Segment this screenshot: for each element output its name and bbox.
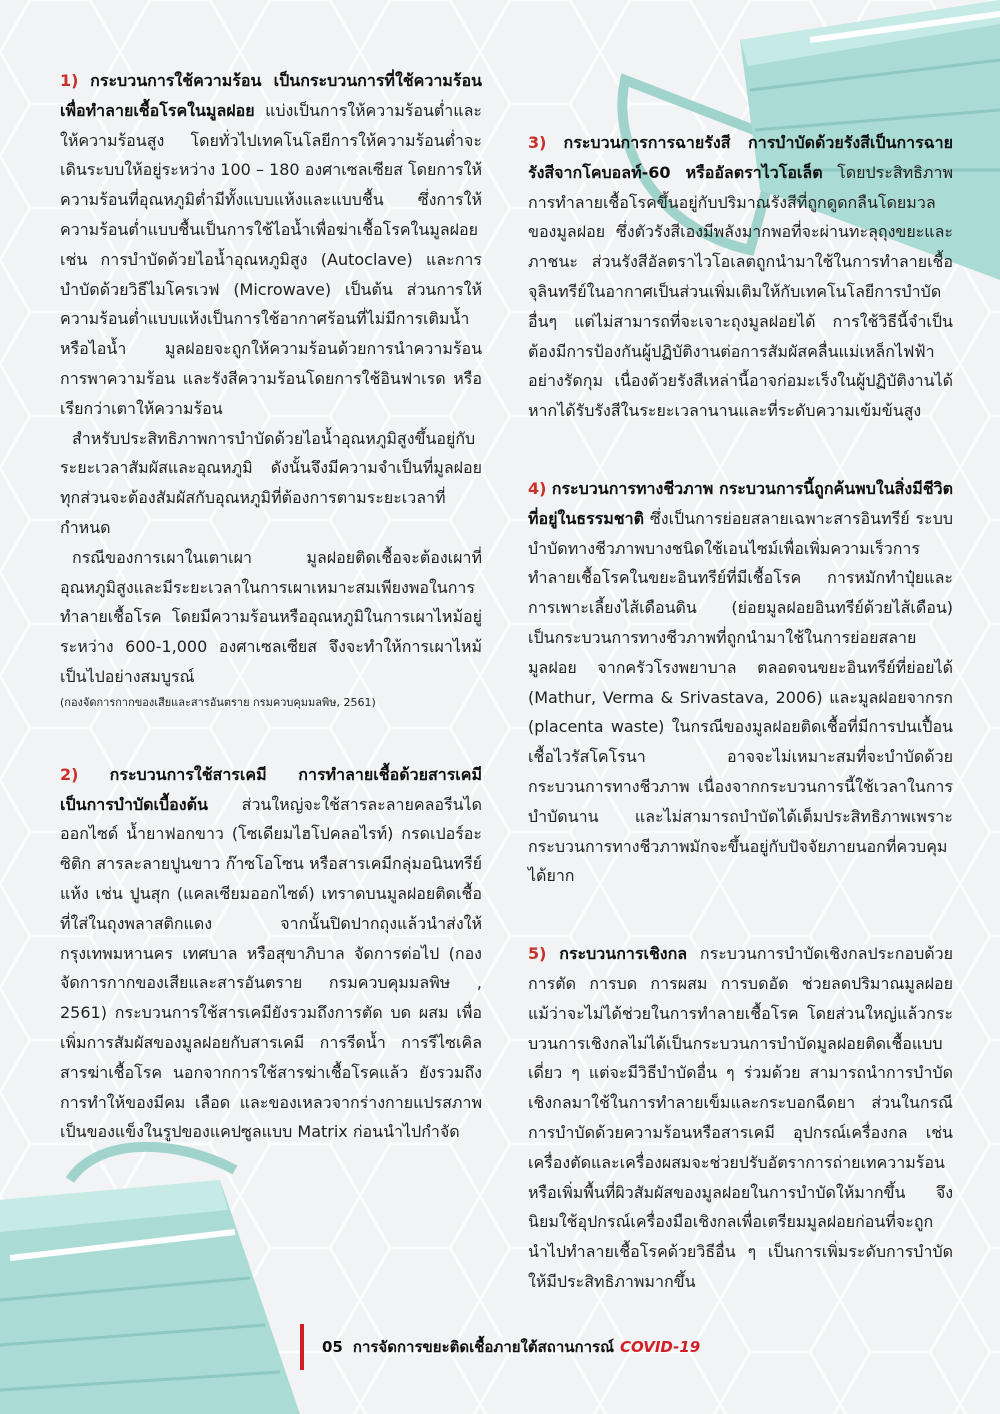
footer-title: การจัดการขยะติดเชื้อภายใต้สถานการณ์ xyxy=(352,1338,614,1356)
page-number: 05 xyxy=(322,1338,343,1356)
section-heading: กระบวนการการฉายรังสี การบำบัดด้วยรังสีเป็นการฉายรังสีจากโคบอลท์-60 หรืออัลตราไวโอเล็ต xyxy=(528,133,953,182)
page-footer xyxy=(300,1327,700,1367)
section-heading: กระบวนการเชิงกล xyxy=(559,944,688,964)
section-number: 2) xyxy=(60,764,79,784)
paragraph: สำหรับประสิทธิภาพการบำบัดด้วยไอน้ำอุณหภูมิสูงขึ้นอยู่กับระยะเวลาสัมผัสและอุณหภูมิ ดังนั้นจึงมีความจำเป็นที่มูลฝอยทุกส่วนจะต้องสัมผัสกับอุณหภูมิที่ต้องการตามระยะเวลาที่กำหนด xyxy=(60,428,482,537)
section-number: 1) xyxy=(60,71,79,90)
section-heading: กระบวนการทางชีวภาพ กระบวนการนี้ถูกค้นพบในสิ่งมีชีวิตที่อยู่ในธรรมชาติ xyxy=(528,478,953,528)
surgical-mask-bottom-left-icon xyxy=(0,1140,330,1414)
paragraph: กรณีของการเผาในเตาเผา มูลฝอยติดเชื้อจะต้องเผาที่อุณหภูมิสูงและมีระยะเวลาในการเผาเหมาะสมเพียงพอในการทำลายเชื้อโรค โดยมีความร้อนหรืออุณหภูมิในการเผาไหม้อยู่ระหว่าง 600-1,000 องศาเซลเซียส จึงจะทำให้การเผาไหม้เป็นไปอย่างสมบูรณ์ xyxy=(60,547,482,686)
section-body: กระบวนการบำบัดเชิงกลประกอบด้วย การตัด การบด การผสม การบดอัด ช่วยลดปริมาณมูลฝอย แม้ว่าจะไม่ได้ช่วยในการทำลายเชื้อโรค โดยส่วนใหญ่แล้วกระบวนการเชิงกลไม่ได้เป็นกระบวนการบำบัดมูลฝอยติดเชื้อแบบเดี่ยว ๆ แต่จะมีวิธีบำบัดอื่น ๆ ร่วมด้วย สามารถนำการบำบัดเชิงกลมาใช้ในการทำลายเข็มและกระบอกฉีดยา ส่วนในกรณีการบำบัดด้วยความร้อนหรือสารเคมี อุปกรณ์เครื่องกล เช่น เครื่องตัดและเครื่องผสมจะช่วยปรับอัตราการถ่ายเทความร้อนหรือเพิ่มพื้นที่ผิวสัมผัสของมูลฝอยในการบำบัดให้มากขึ้น จึงนิยมใช้อุปกรณ์เครื่องมือเชิงกลเพื่อเตรียมมูลฝอยก่อนที่จะถูกนำไปทำลายเชื้อโรคด้วยวิธีอื่น ๆ เป็นการเพิ่มระดับการบำบัดให้มีประสิทธิภาพมากขึ้น xyxy=(528,944,953,1291)
section-body: ส่วนใหญ่จะใช้สารละลายคลอรีนไดออกไซด์ น้ำยาฟอกขาว (โซเดียมไฮโปคลอไรท์) กรดเปอร์อะซิติก สารละลายปูนขาว ก๊าซโอโซน หรือสารเคมีกลุ่มอนินทรีย์แห้ง เช่น ปูนสุก (แคลเซียมออกไซด์) เทราดบนมูลฝอยติดเชื้อที่ใส่ในถุงพลาสติกแดง จากนั้นปิดปากถุงแล้วนำส่งให้กรุงเทพมหานคร เทศบาล หรือสุขาภิบาล จัดการต่อไป (กองจัดการกากของเสียและสารอันตราย กรมควบคุมมลพิษ , 2561) กระบวนการใช้สารเคมียังรวมถึงการตัด บด ผสม เพื่อเพิ่มการสัมผัสของมูลฝอยกับสารเคมี การรีดน้ำ การรีไซเคิลสารฆ่าเชื้อโรค นอกจากการใช้สารฆ่าเชื้อโรคแล้ว ยังรวมถึงการทำให้ของมีคม เลือด และของเหลวจากร่างกายแปรสภาพเป็นของแข็งในรูปของแคปซูลแบบ Matrix ก่อนนำไปกำจัด xyxy=(60,794,482,1142)
section-number: 4) xyxy=(528,478,547,498)
section-heat-process xyxy=(60,66,482,714)
section-number: 3) xyxy=(528,133,547,152)
section-body: โดยประสิทธิภาพการทำลายเชื้อโรคขึ้นอยู่กับปริมาณรังสีที่ถูกดูดกลืนโดยมวลของมูลฝอย ซึ่งตัวรังสีเองมีพลังมากพอที่จะผ่านทะลุถุงขยะและภาชนะ ส่วนรังสีอัลตราไวโอเลตถูกนำมาใช้ในการทำลายเชื้อจุลินทรีย์ในอากาศเป็นส่วนเพิ่มเติมให้กับเทคโนโลยีการบำบัดอื่นๆ แต่ไม่สามารถที่จะเจาะถุงมูลฝอยได้ การใช้วิธีนี้จำเป็นต้องมีการป้องกันผู้ปฏิบัติงานต่อการสัมผัสคลื่นแม่เหล็กไฟฟ้าอย่างรัดกุม เนื่องด้วยรังสีเหล่านี้อาจก่อมะเร็งในผู้ปฏิบัติงานได้หากได้รับรังสีในระยะเวลานานและที่ระดับความเข้มข้นสูง xyxy=(528,162,953,421)
section-biological-process xyxy=(528,474,953,891)
footer-covid-label: COVID-19 xyxy=(619,1338,701,1356)
section-chemical-process xyxy=(60,760,482,1147)
section-body: ซึ่งเป็นการย่อยสลายเฉพาะสารอินทรีย์ ระบบบำบัดทางชีวภาพบางชนิดใช้เอนไซม์เพื่อเพิ่มความเร็วการทำลายเชื้อโรคในขยะอินทรีย์ที่มีเชื้อโรค การหมักทำปุ๋ยและการเพาะเลี้ยงไส้เดือนดิน (ย่อยมูลฝอยอินทรีย์ด้วยไส้เดือน) เป็นกระบวนการทางชีวภาพที่ถูกนำมาใช้ในการย่อยสลายมูลฝอย จากครัวโรงพยาบาล ตลอดจนขยะอินทรีย์ที่ย่อยได้ (Mathur, Verma & Srivastava, 2006) และมูลฝอยจากรก (placenta waste) ในกรณีของมูลฝอยติดเชื้อที่มีการปนเปื้อนเชื้อไวรัสโคโรนา อาจจะไม่เหมาะสมที่จะบำบัดด้วยกระบวนการทางชีวภาพ เนื่องจากกระบวนการนี้ใช้เวลาในการบำบัดนาน และไม่สามารถบำบัดได้เต็มประสิทธิภาพเพราะกระบวนการทางชีวภาพมักจะขึ้นอยู่กับปัจจัยภายนอกที่ควบคุมได้ยาก xyxy=(528,508,953,886)
footer-accent-bar xyxy=(300,1324,304,1370)
section-heading: กระบวนการใช้สารเคมี การทำลายเชื้อด้วยสารเคมีเป็นการบำบัดเบื้องต้น xyxy=(60,764,482,814)
section-mechanical-process xyxy=(528,939,953,1297)
section-number: 5) xyxy=(528,944,547,964)
section-heading: กระบวนการใช้ความร้อน เป็นกระบวนการที่ใช้ความร้อน เพื่อทำลายเชื้อโรคในมูลฝอย xyxy=(60,71,482,120)
left-column xyxy=(60,66,482,1147)
section-radiation-process xyxy=(528,128,953,426)
section-body: แบ่งเป็นการให้ความร้อนต่ำและให้ความร้อนสูง โดยทั่วไปเทคโนโลยีการให้ความร้อนต่ำจะเดินระบบให้อยู่ระหว่าง 100 – 180 องศาเซลเซียส โดยการให้ความร้อนที่อุณหภูมิต่ำมีทั้งแบบแห้งและแบบชื้น ซึ่งการให้ความร้อนต่ำแบบชื้นเป็นการใช้ไอน้ำเพื่อฆ่าเชื้อโรคในมูลฝอย เช่น การบำบัดด้วยไอน้ำอุณหภูมิสูง (Autoclave) และการบำบัดด้วยวิธีไมโครเวฟ (Microwave) เป็นต้น ส่วนการให้ความร้อนต่ำแบบแห้งเป็นการใช้อากาศร้อนที่ไม่มีการเติมน้ำหรือไอน้ำ มูลฝอยจะถูกให้ความร้อนด้วยการนำความร้อน การพาความร้อน และรังสีความร้อนโดยการใช้อินฟาเรด หรือเรียกว่าเตาให้ความร้อน xyxy=(60,100,482,418)
citation: (กองจัดการกากของเสียและสารอันตราย กรมควบคุมมลพิษ, 2561) xyxy=(60,695,376,709)
right-column xyxy=(528,128,953,1297)
